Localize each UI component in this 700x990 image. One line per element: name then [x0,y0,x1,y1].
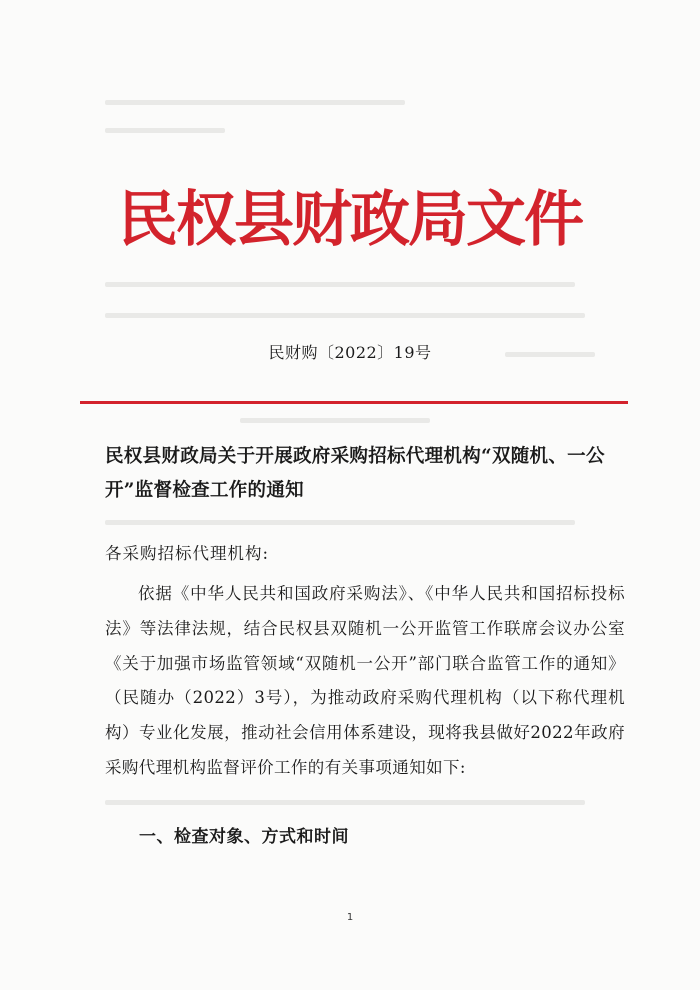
bleed-through-mark [105,800,585,805]
body-paragraph: 依据《中华人民共和国政府采购法》、《中华人民共和国招标投标法》等法律法规，结合民权县双随机一公开监管工作联席会议办公室《关于加强市场监管领域“双随机一公开”部门联合监管工作的通知》（民随办（2022）3号），为推动政府采购代理机构（以下称代理机构）专业化发展，推动社会信用体系建设，现将我县做好2022年政府采购代理机构监督评价工作的有关事项通知如下: [105,584,625,777]
addressee-line: 各采购招标代理机构: [105,544,270,563]
red-separator-line [80,401,628,404]
issuer-header: 民权县财政局文件 [118,185,582,255]
document-title: 民权县财政局关于开展政府采购招标代理机构“双随机、一公开”监督检查工作的通知 [105,446,605,501]
bleed-through-mark [240,418,430,423]
document-number: 民财购〔2022〕19号 [268,343,432,362]
bleed-through-mark [105,520,575,525]
bleed-through-mark [105,100,405,105]
bleed-through-mark [105,282,575,287]
page-number: 1 [346,912,354,923]
section-heading: 一、检查对象、方式和时间 [139,827,349,847]
bleed-through-mark [105,128,225,133]
bleed-through-mark [105,313,585,318]
